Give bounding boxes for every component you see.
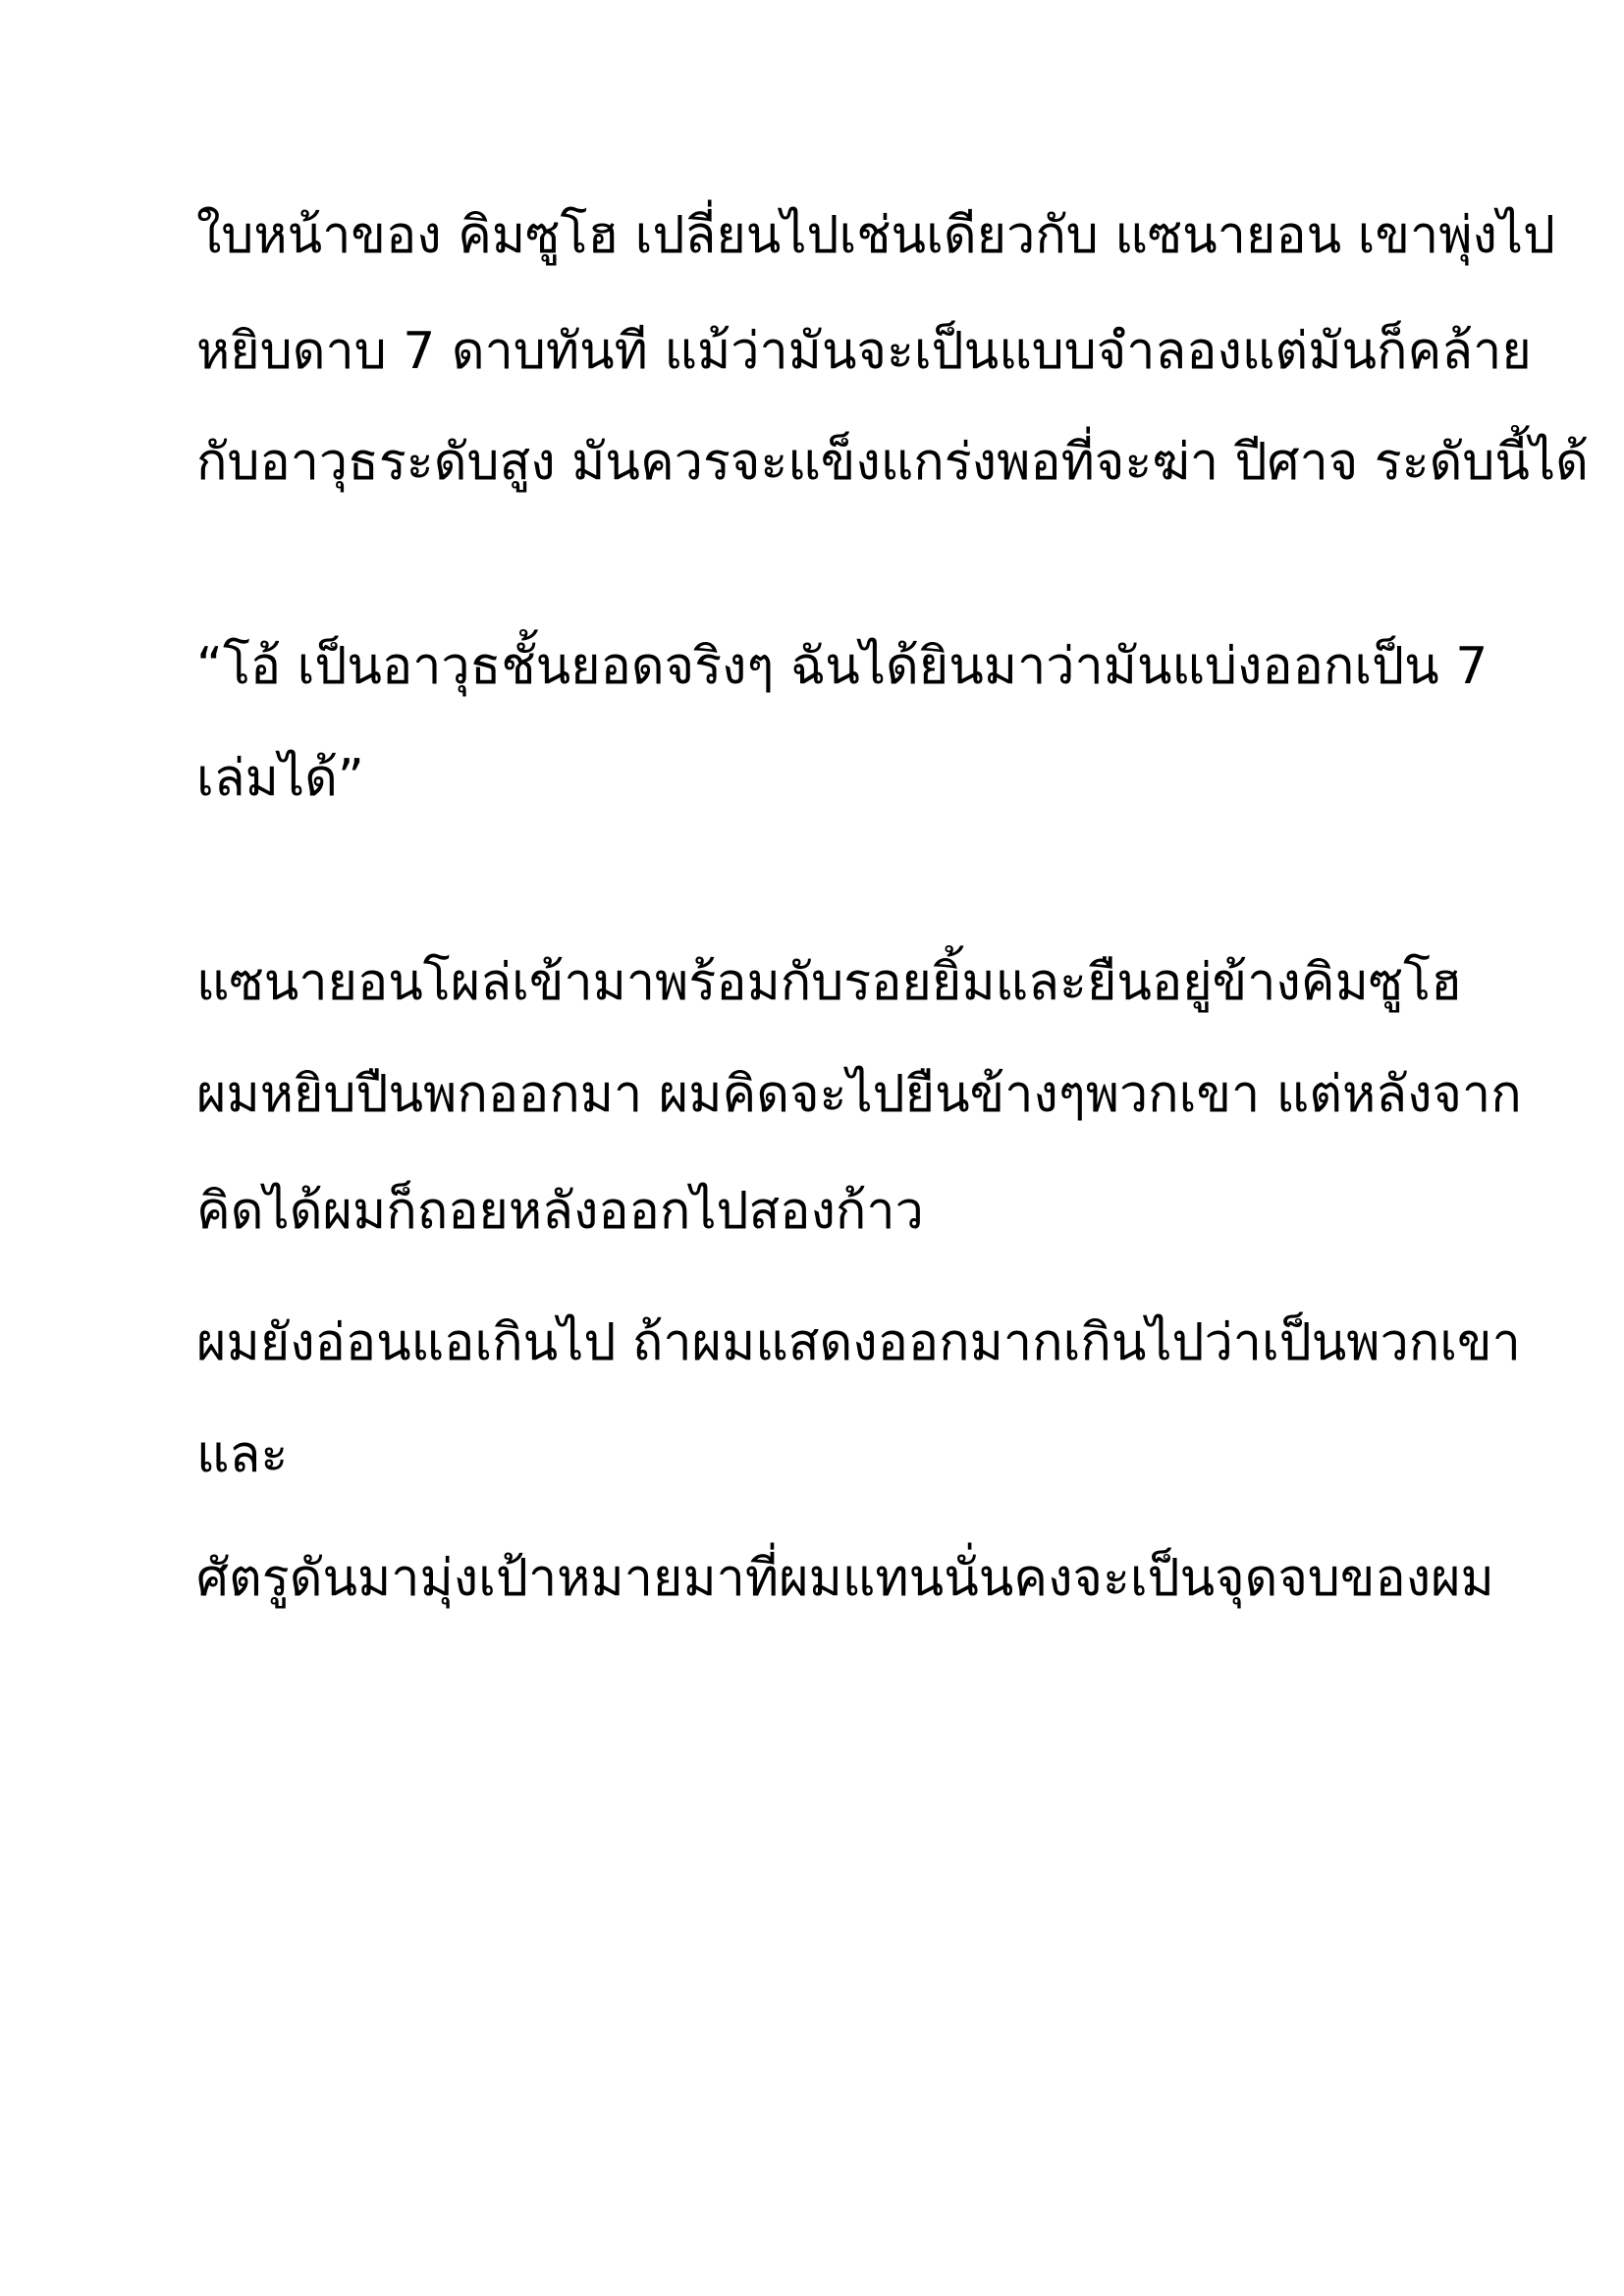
text-line: “โอ้ เป็นอาวุธชั้นยอดจริงๆ ฉันได้ยินมาว่ามันแบ่งออกเป็น 7 <box>196 637 1489 696</box>
text-line: แซนายอนโผล่เข้ามาพร้อมกับรอยยิ้มและยืนอยู่ข้างคิมซูโฮ <box>196 953 1462 1012</box>
text-line: หยิบดาบ 7 ดาบทันที แม้ว่ามันจะเป็นแบบจำลองแต่มันก็คล้าย <box>196 322 1532 381</box>
text-line: ผมหยิบปืนพกออกมา ผมคิดจะไปยืนข้างๆพวกเขา แต่หลังจาก <box>196 1065 1522 1124</box>
text-line: ศัตรูดันมามุ่งเป้าหมายมาที่ผมแทนนั่นคงจะเป็นจุดจบของผม <box>196 1549 1494 1608</box>
text-line: คิดได้ผมก็ถอยหลังออกไปสองก้าว <box>196 1182 924 1241</box>
text-line: และ <box>196 1425 289 1484</box>
text-line: ผมยังอ่อนแอเกินไป ถ้าผมแสดงออกมากเกินไปว่าเป็นพวกเขา <box>196 1313 1521 1372</box>
text-line: ใบหน้าของ คิมซูโฮ เปลี่ยนไปเช่นเดียวกับ แซนายอน เขาพุ่งไป <box>196 206 1556 265</box>
text-line: กับอาวุธระดับสูง มันควรจะแข็งแกร่งพอที่จะฆ่า ปีศาจ ระดับนี้ได้ <box>196 433 1589 492</box>
text-line: เล่มได้” <box>196 749 364 808</box>
